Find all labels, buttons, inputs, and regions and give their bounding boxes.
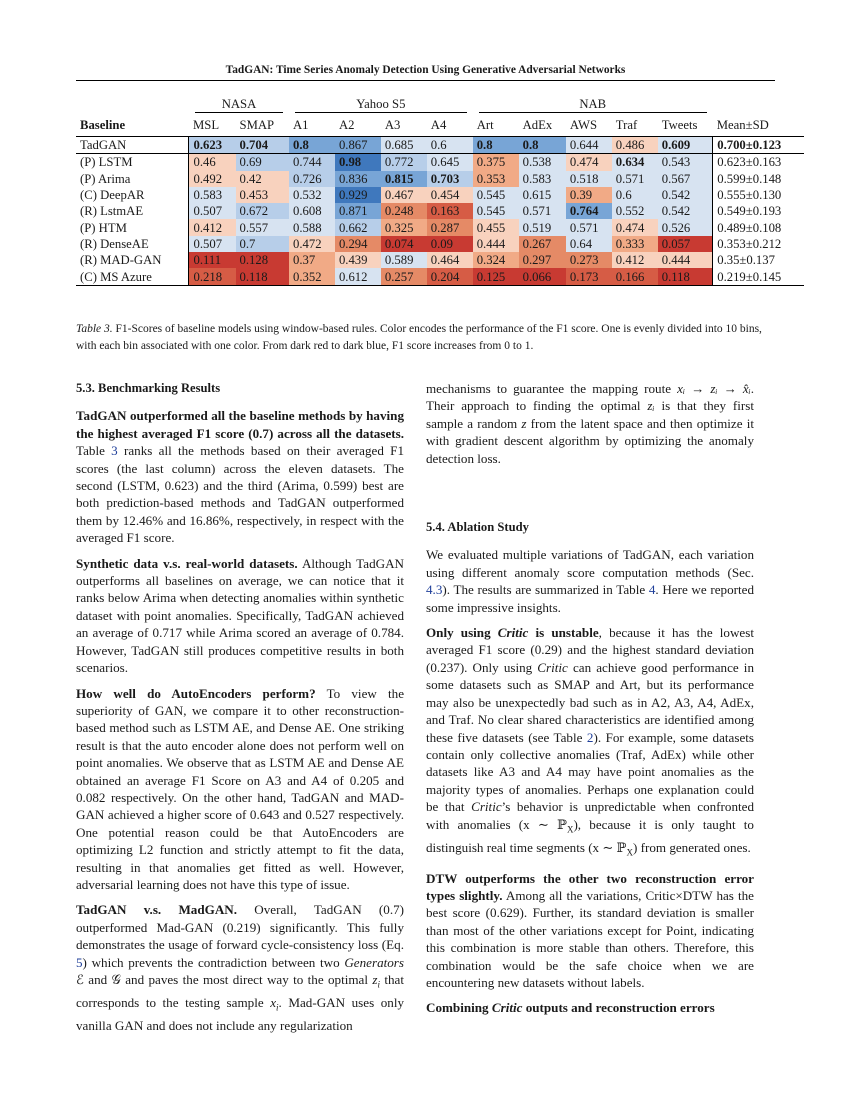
score-cell: 0.118 [658,268,713,285]
table-row [76,236,804,252]
score-cell: 0.571 [566,219,612,235]
results-table [76,94,804,286]
score-cell: 0.353 [473,171,519,187]
score-cell: 0.538 [519,154,566,171]
score-cell: 0.542 [658,187,713,203]
score-cell: 0.173 [566,268,612,285]
left-column [76,380,404,1042]
score-cell: 0.7 [236,236,289,252]
score-cell: 0.764 [566,203,612,219]
mean-sd-cell: 0.549±0.193 [713,203,804,219]
row-label: (C) DeepAR [76,187,189,203]
score-cell: 0.486 [612,137,658,154]
score-cell: 0.273 [566,252,612,268]
score-cell: 0.518 [566,171,612,187]
score-cell: 0.074 [381,236,427,252]
row-label: (R) DenseAE [76,236,189,252]
table-row [76,219,804,235]
score-cell: 0.612 [335,268,381,285]
score-cell: 0.545 [473,187,519,203]
mean-sd-cell: 0.700±0.123 [713,137,804,154]
score-cell: 0.557 [236,219,289,235]
group-header: Yahoo S5 [289,94,473,114]
score-cell: 0.672 [236,203,289,219]
row-label: (R) MAD-GAN [76,252,189,268]
equation-ref-link[interactable]: 5 [76,954,83,970]
column-header: MSL [189,114,236,137]
table-row [76,203,804,219]
table-row [76,252,804,268]
score-cell: 0.267 [519,236,566,252]
column-header: SMAP [236,114,289,137]
score-cell: 0.39 [566,187,612,203]
score-cell: 0.615 [519,187,566,203]
column-header: Mean±SD [713,114,804,137]
score-cell: 0.608 [289,203,335,219]
score-cell: 0.352 [289,268,335,285]
score-cell: 0.297 [519,252,566,268]
mean-sd-cell: 0.489±0.108 [713,219,804,235]
score-cell: 0.454 [427,187,473,203]
score-cell: 0.453 [236,187,289,203]
score-cell: 0.662 [335,219,381,235]
score-cell: 0.532 [289,187,335,203]
table-row [76,137,804,154]
caption-label: Table 3. [76,323,113,335]
right-column [426,380,754,1025]
group-spacer [76,94,189,114]
score-cell: 0.815 [381,171,427,187]
score-cell: 0.375 [473,154,519,171]
row-label: TadGAN [76,137,189,154]
score-cell: 0.412 [612,252,658,268]
section-ref-link[interactable]: 4.3 [426,582,443,598]
score-cell: 0.543 [658,154,713,171]
table-row [76,187,804,203]
mean-sd-cell: 0.599±0.148 [713,171,804,187]
score-cell: 0.98 [335,154,381,171]
score-cell: 0.6 [612,187,658,203]
score-cell: 0.492 [189,171,236,187]
results-table-wrap [76,94,804,286]
score-cell: 0.69 [236,154,289,171]
score-cell: 0.571 [519,203,566,219]
score-cell: 0.37 [289,252,335,268]
score-cell: 0.218 [189,268,236,285]
column-header: A1 [289,114,335,137]
score-cell: 0.6 [427,137,473,154]
mean-sd-cell: 0.623±0.163 [713,154,804,171]
score-cell: 0.324 [473,252,519,268]
score-cell: 0.542 [658,203,713,219]
score-cell: 0.111 [189,252,236,268]
column-header: Tweets [658,114,713,137]
score-cell: 0.588 [289,219,335,235]
score-cell: 0.8 [289,137,335,154]
score-cell: 0.248 [381,203,427,219]
table-row [76,268,804,285]
paragraph: mechanisms to guarantee the mapping route xᵢ → zᵢ → x̂ᵢ. Their approach to finding the optimal zᵢ is that they first sample a random z from the latent space and then optimize it with gradient descent algorithm by optimizing the anomaly detection loss. [426,381,755,466]
score-cell: 0.507 [189,236,236,252]
score-cell: 0.8 [519,137,566,154]
table-row [76,154,804,171]
paragraph: Only using Critic is unstable, because it has the lowest averaged F1 score (0.29) and the highest standard deviation (0.237). Only using Critic can achieve good performance in some datasets such as SMAP and Art, but its performance may also be unexpectedly bad such as in A2, A3, A4, AdEx, and Traf. No clear shared characteristics are identified among these five datasets (see Table 2). For example, some datasets contain only collective anomalies (Traf, AdEx) while other datasets like A3 and A4 may have point anomalies as the majority types of anomalies. Perhaps one explanation could be that Critic’s behavior is unpredictable when confronted with anomalies (x ∼ ℙ$_X$), because it is only taught to distinguish real time segments (x ∼ ℙ$_X$) from generated ones. [426,625,754,858]
score-cell: 0.567 [658,171,713,187]
section-heading-benchmarking: 5.3. Benchmarking Results [76,381,221,395]
running-header: TadGAN: Time Series Anomaly Detection Using Generative Adversarial Networks [225,64,626,76]
mean-sd-cell: 0.35±0.137 [713,252,804,268]
score-cell: 0.552 [612,203,658,219]
table-ref-link[interactable]: 2 [586,729,594,745]
score-cell: 0.8 [473,137,519,154]
score-cell: 0.571 [612,171,658,187]
caption-text: F1-Scores of baseline models using window-based rules. Color encodes the performance of the F1 score. One is evenly divided into 10 bins, with each bin associated with one color. From dark red to dark blue, F1 score increases from 0 to 1. [76,323,762,352]
column-header: Traf [612,114,658,137]
score-cell: 0.125 [473,268,519,285]
score-cell: 0.474 [566,154,612,171]
score-cell: 0.744 [289,154,335,171]
score-cell: 0.634 [612,154,658,171]
score-cell: 0.583 [519,171,566,187]
group-spacer [713,94,804,114]
paragraph: Synthetic data v.s. real-world datasets. Although TadGAN outperforms all baselines on average, we can notice that it ranks below Arima when detecting anomalies within synthetic dataset with point anomalies. Specifically, TadGAN achieved an average of 0.717 while Arima scored an average of 0.784. However, TadGAN still produces competitive results in both scenarios. [76,555,404,676]
score-cell: 0.163 [427,203,473,219]
table-ref-link[interactable]: 3 [111,443,118,459]
score-cell: 0.623 [189,137,236,154]
score-cell: 0.703 [427,171,473,187]
score-cell: 0.439 [335,252,381,268]
table-ref-link[interactable]: 4 [648,582,656,598]
column-header: Art [473,114,519,137]
group-header: NASA [189,94,289,114]
score-cell: 0.609 [658,137,713,154]
score-cell: 0.118 [236,268,289,285]
row-label: (R) LstmAE [76,203,189,219]
score-cell: 0.644 [566,137,612,154]
mean-sd-cell: 0.353±0.212 [713,236,804,252]
score-cell: 0.325 [381,219,427,235]
score-cell: 0.836 [335,171,381,187]
row-label: (P) LSTM [76,154,189,171]
paragraph: TadGAN outperformed all the baseline methods by having the highest averaged F1 score (0.7) across all the datasets. Table 3 ranks all the methods based on their averaged F1 scores (the last column) across the eleven datasets. The second (LSTM, 0.623) and the third (Arima, 0.599) best are both prediction-based methods and TadGAN outperformed them by 12.46% and 16.86%, respectively, in respect with the averaged F1 score. [76,408,404,546]
score-cell: 0.42 [236,171,289,187]
score-cell: 0.46 [189,154,236,171]
score-cell: 0.294 [335,236,381,252]
score-cell: 0.772 [381,154,427,171]
score-cell: 0.519 [519,219,566,235]
paragraph: How well do AutoEncoders perform? To view the superiority of GAN, we compare it to other reconstruction-based method such as LSTM AE, and Dense AE. One striking result is that the auto encoder alone does not perform well on point anomalies. We observe that as LSTM AE and Dense AE obtained an average F1 Score on A3 and A4 of 0.205 and 0.082 respectively. On the other hand, TadGAN and MAD-GAN achieved a higher score of 0.643 and 0.527 respectively. One potential reason could be that AutoEncoders are optimizing L2 function and strictly attempt to fit the data, resulting in that anomalies get fitted as well. However, adversarial learning does not have this type of issue. [76,685,405,892]
mean-sd-cell: 0.219±0.145 [713,268,804,285]
section-heading-ablation: 5.4. Ablation Study [426,520,529,535]
score-cell: 0.545 [473,203,519,219]
score-cell: 0.929 [335,187,381,203]
score-cell: 0.507 [189,203,236,219]
table-caption [76,321,776,355]
score-cell: 0.685 [381,137,427,154]
score-cell: 0.204 [427,268,473,285]
header-rule [76,80,775,81]
row-label: (P) HTM [76,219,189,235]
score-cell: 0.64 [566,236,612,252]
score-cell: 0.444 [658,252,713,268]
score-cell: 0.444 [473,236,519,252]
paragraph: Combining Critic outputs and reconstruction errors [426,1000,715,1016]
paragraph: DTW outperforms the other two reconstruction error types slightly. Among all the variations, Critic×DTW has the best score (0.629). Further, its standard deviation is smaller than most of the other variations except for Point, indicating this combination is more stable than others. Therefore, this combination would be the safe choice when we are encountering new datasets without labels. [426,870,754,990]
score-cell: 0.333 [612,236,658,252]
score-cell: 0.583 [189,187,236,203]
column-header: A2 [335,114,381,137]
score-cell: 0.455 [473,219,519,235]
score-cell: 0.871 [335,203,381,219]
column-header: A4 [427,114,473,137]
score-cell: 0.128 [236,252,289,268]
paragraph: TadGAN v.s. MadGAN. Overall, TadGAN (0.7) outperformed Mad-GAN (0.219) significantly. This fully demonstrates the usage of forward cycle-consistency loss (Eq. 5) which prevents the contradiction between two Generators ℰ and 𝒢 and paves the most direct way to the optimal $z_i$ that corresponds to the testing sample $x_i$. Mad-GAN uses only vanilla GAN and does not include any regularization [76,902,405,1034]
score-cell: 0.526 [658,219,713,235]
row-label: (C) MS Azure [76,268,189,285]
score-cell: 0.472 [289,236,335,252]
score-cell: 0.057 [658,236,713,252]
score-cell: 0.066 [519,268,566,285]
score-cell: 0.166 [612,268,658,285]
table-row [76,171,804,187]
row-label: (P) Arima [76,171,189,187]
paragraph: We evaluated multiple variations of TadGAN, each variation using different anomaly score computation methods (Sec. 4.3). The results are summarized in Table 4. Here we reported some impressive insights. [426,547,754,615]
score-cell: 0.412 [189,219,236,235]
column-header-baseline: Baseline [76,114,189,137]
score-cell: 0.867 [335,137,381,154]
score-cell: 0.726 [289,171,335,187]
score-cell: 0.474 [612,219,658,235]
score-cell: 0.645 [427,154,473,171]
score-cell: 0.464 [427,252,473,268]
score-cell: 0.257 [381,268,427,285]
score-cell: 0.704 [236,137,289,154]
score-cell: 0.467 [381,187,427,203]
column-header: A3 [381,114,427,137]
score-cell: 0.589 [381,252,427,268]
score-cell: 0.09 [427,236,473,252]
score-cell: 0.287 [427,219,473,235]
column-header: AdEx [519,114,566,137]
group-header: NAB [473,94,713,114]
mean-sd-cell: 0.555±0.130 [713,187,804,203]
column-header: AWS [566,114,612,137]
